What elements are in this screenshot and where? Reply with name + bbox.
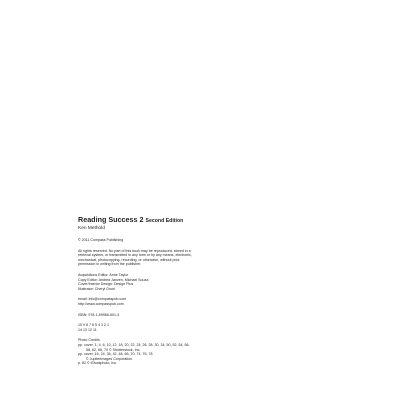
printing-years: 14 13 12 11 bbox=[78, 327, 97, 332]
printing-numbers: 10 9 8 7 6 5 4 3 2 1 bbox=[78, 323, 109, 328]
printing-line bbox=[78, 323, 238, 332]
editorial-credits bbox=[78, 273, 238, 291]
contact-email: email: info@compasspub.com bbox=[78, 297, 127, 302]
copyright-notice bbox=[78, 238, 238, 243]
photo-credit-line: pp. cover, 16, 24, 36, 42, 48, 66, 70, 74, 76, 78 bbox=[78, 352, 153, 357]
credit-line: Cover/Interior Design: Design Plus bbox=[78, 282, 134, 287]
contact-info bbox=[78, 297, 238, 306]
book-author: Ken Methold bbox=[78, 226, 105, 231]
isbn-block bbox=[78, 313, 238, 318]
copyright-content bbox=[78, 216, 238, 366]
rights-line: All rights reserved. No part of this book may be reproduced, stored in a bbox=[78, 248, 191, 253]
photo-credits bbox=[78, 338, 238, 366]
photo-credit-line: p. 82 © iStockphoto, Inc. bbox=[78, 361, 118, 366]
credit-line: Acquisitions Editor: Anne Taylor bbox=[78, 272, 129, 277]
credit-line: Illustrator: Cheryl Onori bbox=[78, 286, 115, 291]
contact-website: http://www.compasspub.com bbox=[78, 301, 124, 306]
rights-line: retrieval system, or transmitted in any form or by any means, electronic, bbox=[78, 253, 192, 258]
book-title-text: Reading Success 2 bbox=[78, 215, 144, 224]
isbn-line: ISBN: 978-1-59966-601-3 bbox=[78, 312, 120, 317]
photo-credit-line: © JupiterImages Corporation bbox=[86, 356, 132, 361]
book-title bbox=[78, 216, 238, 225]
credit-line: Copy Editor: Andrea Janzen, Michael Souza bbox=[78, 277, 149, 282]
photo-credit-line: pp. cover, 1, 4, 6, 10, 12, 18, 20, 22, 24, 26, 28, 30, 34, 50, 52, 54, 56, bbox=[78, 342, 190, 347]
photo-credits-heading: Photo Credits bbox=[78, 338, 100, 343]
copyright-line: © 2011 Compass Publishing bbox=[78, 238, 124, 242]
rights-line: mechanical, photocopying, recording, or otherwise, without prior bbox=[78, 257, 180, 262]
photo-credit-line: 58, 62, 66, 70 © Shutterstock, Inc. bbox=[86, 347, 141, 352]
book-edition: Second Edition bbox=[145, 218, 184, 224]
rights-line: permission in writing from the publisher. bbox=[78, 262, 142, 267]
rights-statement bbox=[78, 249, 238, 267]
